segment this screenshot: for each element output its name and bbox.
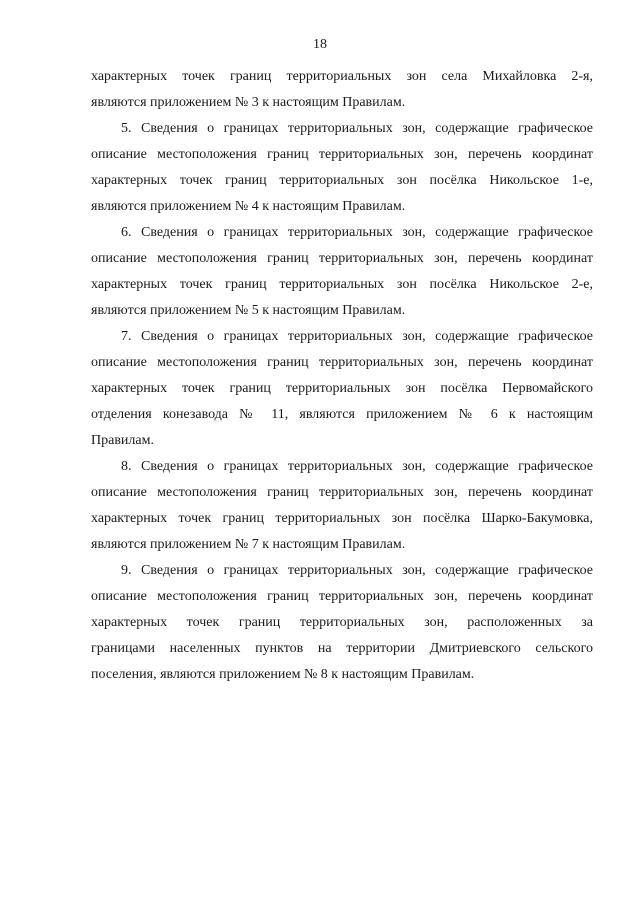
text-line: 9. Сведения о границах территориальных зон, содержащие графическое	[121, 563, 593, 578]
text-line: 5. Сведения о границах территориальных зон, содержащие графическое	[121, 121, 593, 136]
text-line: описание местоположения границ территориальных зон, перечень координат	[91, 589, 593, 604]
text-line: описание местоположения границ территориальных зон, перечень координат	[91, 251, 593, 266]
text-line: границами населенных пунктов на территории Дмитриевского сельского	[91, 641, 593, 656]
text-line: характерных точек границ территориальных зон посёлка Никольское 2-е,	[91, 277, 593, 292]
document-body	[91, 64, 593, 688]
paragraph-continuation	[91, 64, 593, 116]
text-line: 7. Сведения о границах территориальных зон, содержащие графическое	[121, 329, 593, 344]
paragraph-item-7	[91, 324, 593, 454]
text-line: описание местоположения границ территориальных зон, перечень координат	[91, 147, 593, 162]
text-line: описание местоположения границ территориальных зон, перечень координат	[91, 355, 593, 370]
text-line: являются приложением № 7 к настоящим Правилам.	[91, 537, 406, 552]
text-line: характерных точек границ территориальных зон села Михайловка 2-я,	[91, 69, 593, 84]
text-line: отделения конезавода № 11, являются приложением № 6 к настоящим	[91, 407, 593, 422]
text-line: характерных точек границ территориальных зон посёлка Первомайского	[91, 381, 593, 396]
paragraph-item-8	[91, 454, 593, 558]
text-line: характерных точек границ территориальных зон посёлка Никольское 1-е,	[91, 173, 593, 188]
text-line: 8. Сведения о границах территориальных зон, содержащие графическое	[121, 459, 593, 474]
text-line: поселения, являются приложением № 8 к настоящим Правилам.	[91, 667, 475, 682]
text-line: описание местоположения границ территориальных зон, перечень координат	[91, 485, 593, 500]
text-line: 6. Сведения о границах территориальных зон, содержащие графическое	[121, 225, 593, 240]
text-line: являются приложением № 5 к настоящим Правилам.	[91, 303, 406, 318]
paragraph-item-6	[91, 220, 593, 324]
paragraph-item-9	[91, 558, 593, 688]
text-line: Правилам.	[91, 433, 154, 448]
text-line: являются приложением № 3 к настоящим Правилам.	[91, 95, 406, 110]
text-line: являются приложением № 4 к настоящим Правилам.	[91, 199, 406, 214]
text-line: характерных точек границ территориальных зон, расположенных за	[91, 615, 593, 630]
page-number: 18	[313, 37, 327, 52]
text-line: характерных точек границ территориальных зон посёлка Шарко-Бакумовка,	[91, 511, 593, 526]
paragraph-item-5	[91, 116, 593, 220]
